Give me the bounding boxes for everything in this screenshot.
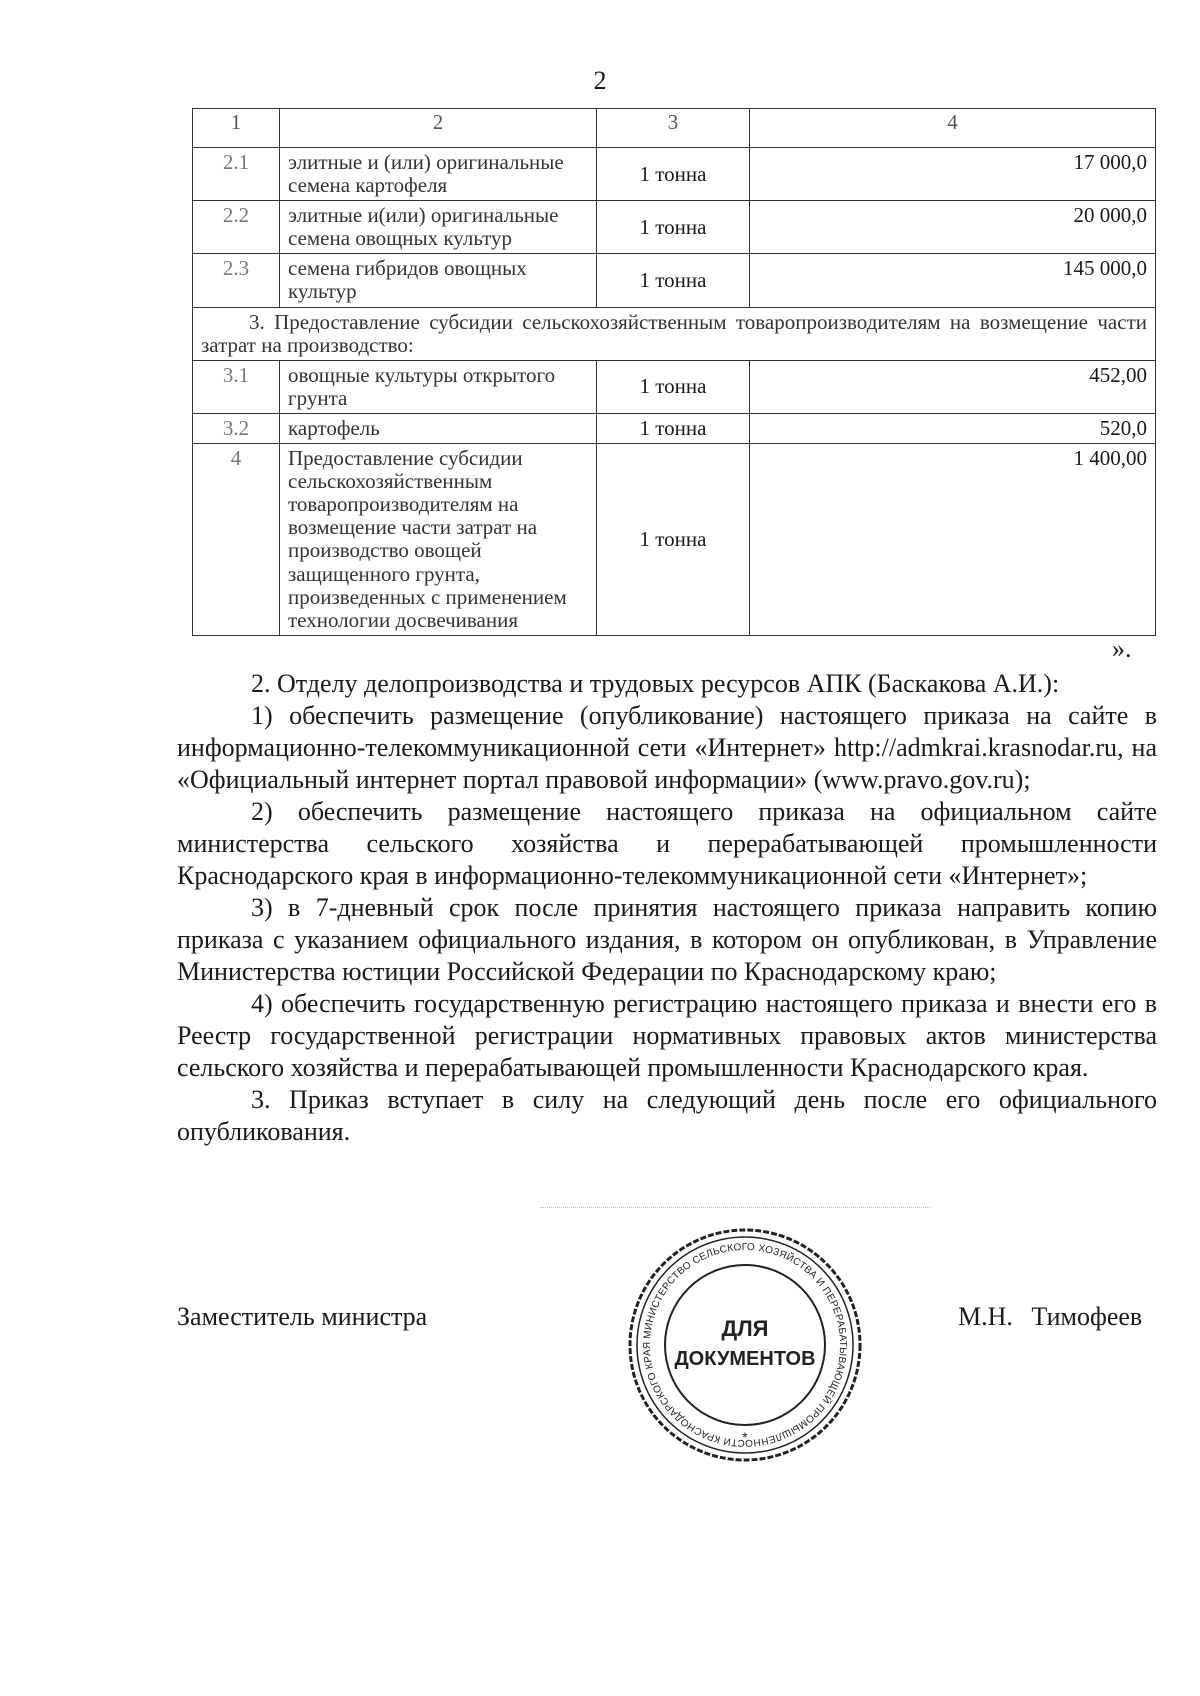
- row-number: 2.1: [193, 148, 280, 201]
- row-rate: 145 000,0: [750, 254, 1156, 307]
- paragraph-3: 3. Приказ вступает в силу на следующий день после его официального опубликования.: [177, 1085, 1157, 1146]
- header-cell: 2: [280, 109, 597, 148]
- table-row: [193, 360, 1156, 413]
- row-rate: 1 400,00: [750, 444, 1156, 636]
- scan-artifact-line: [540, 1207, 930, 1208]
- row-number: 3.2: [193, 413, 280, 443]
- section-heading: 3. Предоставление субсидии сельскохозяйственным товаропроизводителям на возмещение части затрат на производство:: [193, 307, 1156, 360]
- table-row: [193, 413, 1156, 443]
- row-number: 3.1: [193, 360, 280, 413]
- seal-ring-text: МИНИСТЕРСТВО СЕЛЬСКОГО ХОЗЯЙСТВА И ПЕРЕРАБАТЫВАЮЩЕЙ ПРОМЫШЛЕННОСТИ КРАСНОДАРСКОГО КРАЯ: [641, 1241, 849, 1449]
- row-unit: 1 тонна: [597, 444, 750, 636]
- official-seal: [620, 1220, 870, 1470]
- row-number: 2.3: [193, 254, 280, 307]
- table-row: [193, 201, 1156, 254]
- row-name: овощные культуры открытого грунта: [280, 360, 597, 413]
- row-number: 4: [193, 444, 280, 636]
- paragraph-2-1: 1) обеспечить размещение (опубликование) настоящего приказа на сайте в информационно-телекоммуникационной сети «Интернет» http://admkrai.krasnodar.ru, на «Официальный интернет портал правовой информации» (www.pravo.gov.ru);: [177, 701, 1157, 794]
- row-number: 2.2: [193, 201, 280, 254]
- table-header-row: [193, 109, 1156, 148]
- row-name: картофель: [280, 413, 597, 443]
- row-name: элитные и (или) оригинальные семена картофеля: [280, 148, 597, 201]
- row-name: семена гибридов овощных культур: [280, 254, 597, 307]
- row-rate: 520,0: [750, 413, 1156, 443]
- row-unit: 1 тонна: [597, 413, 750, 443]
- page-number: 2: [593, 66, 607, 95]
- row-rate: 20 000,0: [750, 201, 1156, 254]
- paragraph-2-2: 2) обеспечить размещение настоящего приказа на официальном сайте министерства сельского хозяйства и перерабатывающей промышленности Краснодарского края в информационно-телекоммуникационной сети «Интернет»;: [177, 797, 1157, 890]
- signatory-name: М.Н. Тимофеев: [958, 1302, 1143, 1331]
- row-name: Предоставление субсидии сельскохозяйственным товаропроизводителям на возмещение части затрат на производство овощей защищенного грунта, произведенных с применением технологии досвечивания: [280, 444, 597, 636]
- order-body-text: [177, 668, 1157, 1148]
- subsidy-rates-table: [192, 108, 1156, 636]
- seal-center-line1: ДЛЯ: [721, 1316, 769, 1341]
- table-section-row: [193, 307, 1156, 360]
- paragraph-2-4: 4) обеспечить государственную регистрацию настоящего приказа и внести его в Реестр государственной регистрации нормативных правовых актов министерства сельского хозяйства и перерабатывающей промышленности Краснодарского края.: [177, 989, 1157, 1082]
- signatory-title: Заместитель министра: [177, 1302, 428, 1331]
- closing-quote: ».: [1112, 634, 1132, 663]
- table-row: [193, 444, 1156, 636]
- row-rate: 17 000,0: [750, 148, 1156, 201]
- row-rate: 452,00: [750, 360, 1156, 413]
- row-name: элитные и(или) оригинальные семена овощных культур: [280, 201, 597, 254]
- header-cell: 4: [750, 109, 1156, 148]
- seal-star: *: [742, 1429, 748, 1445]
- row-unit: 1 тонна: [597, 148, 750, 201]
- paragraph-2-3: 3) в 7-дневный срок после принятия настоящего приказа направить копию приказа с указанием официального издания, в котором он опубликован, в Управление Министерства юстиции Российской Федерации по Краснодарскому краю;: [177, 893, 1157, 986]
- row-unit: 1 тонна: [597, 360, 750, 413]
- paragraph-2: 2. Отделу делопроизводства и трудовых ресурсов АПК (Баскакова А.И.):: [251, 669, 1060, 698]
- row-unit: 1 тонна: [597, 254, 750, 307]
- row-unit: 1 тонна: [597, 201, 750, 254]
- table-row: [193, 148, 1156, 201]
- header-cell: 1: [193, 109, 280, 148]
- table-row: [193, 254, 1156, 307]
- header-cell: 3: [597, 109, 750, 148]
- seal-center-line2: ДОКУМЕНТОВ: [674, 1348, 816, 1370]
